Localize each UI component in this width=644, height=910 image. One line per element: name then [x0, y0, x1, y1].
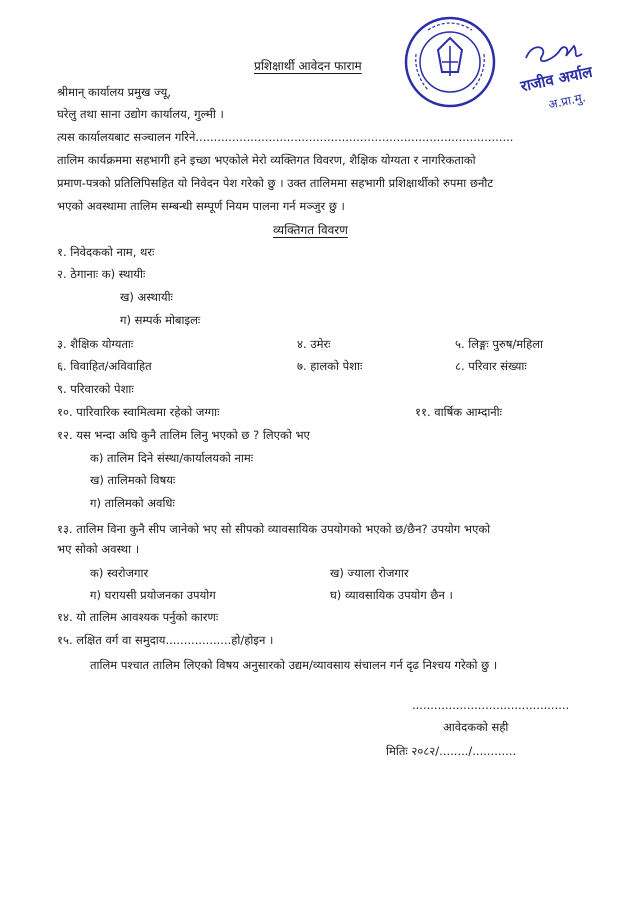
salutation: श्रीमान् कार्यालय प्रमुख ज्यू,: [57, 85, 171, 99]
form-title: प्रशिक्षार्थी आवेदन फाराम: [254, 59, 362, 73]
option-wage-employment: ख) ज्याला रोजगार: [330, 566, 409, 580]
field-family-size: ८. परिवार संख्याः: [455, 359, 527, 373]
option-household-use: ग) घरायसी प्रयोजनका उपयोग: [90, 588, 216, 602]
field-family-occupation: ९. परिवारको पेशाः: [57, 382, 134, 396]
field-training-subject: ख) तालिमको विषयः: [90, 473, 176, 487]
field-temporary-address: ख) अस्थायीः: [120, 290, 173, 304]
commitment-statement: तालिम पश्चात तालिम लिएको विषय अनुसारको उद्यम/व्यावसाय संचालन गर्न दृढ निश्चय गरेको छु ।: [90, 658, 498, 672]
signature-title: अ.प्रा.मु.: [547, 90, 587, 112]
field-education: ३. शैक्षिक योग्यताः: [57, 337, 134, 351]
field-previous-training: १२. यस भन्दा अघि कुनै तालिम लिनु भएको छ ? लिएको भए: [57, 428, 310, 442]
intro-line-3: भएको अवस्थामा तालिम सम्बन्धी सम्पूर्ण नियम पालना गर्न मञ्जुर छु ।: [57, 199, 345, 213]
signature-name: राजीव अर्याल: [518, 62, 594, 96]
conducted-by-line: त्यस कार्यालयबाट सञ्चालन गरिने.......................................................................................: [57, 130, 514, 144]
field-marital-status: ६. विवाहित/अविवाहित: [57, 359, 152, 373]
office-name: घरेलु तथा साना उद्योग कार्यालय, गुल्मी ।: [57, 107, 224, 121]
date-field: मितिः २०८२/......../............: [386, 744, 517, 758]
signature-line: ...........................................: [412, 698, 570, 712]
option-self-employment: क) स्वरोजगार: [90, 566, 149, 580]
field-training-duration: ग) तालिमको अवधिः: [90, 496, 175, 510]
field-contact-mobile: ग) सम्पर्क मोबाइलः: [120, 313, 201, 327]
field-training-institute: क) तालिम दिने संस्था/कार्यालयको नामः: [90, 451, 254, 465]
office-seal-icon: [402, 14, 498, 110]
field-age: ४. उमेरः: [297, 337, 331, 351]
field-applicant-name: १. निवेदकको नाम, थरः: [57, 245, 155, 259]
field-skill-use-line-2: भए सोको अवस्था ।: [57, 542, 140, 556]
section-title: व्यक्तिगत विवरण: [273, 223, 348, 237]
signature-label: आवेदकको सही: [443, 720, 509, 734]
field-permanent-address: २. ठेगानाः क) स्थायीः: [57, 267, 146, 281]
field-skill-use-line-1: १३. तालिम विना कुनै सीप जानेको भए सो सीपको व्यावसायिक उपयोगको भएको छ/छैन? उपयोग भएको: [57, 522, 491, 536]
intro-line-1: तालिम कार्यक्रममा सहभागी हने इच्छा भएकोले मेरो व्यक्तिगत विवरण, शैक्षिक योग्यता र नागरिकताको: [57, 153, 476, 167]
field-gender: ५. लिङ्गः पुरुष/महिला: [455, 337, 543, 351]
field-current-occupation: ७. हालको पेशाः: [297, 359, 363, 373]
intro-line-2: प्रमाण-पत्रको प्रतिलिपिसहित यो निवेदन पेश गरेको छु । उक्त तालिममा सहभागी प्रशिक्षार्थीको रुपमा छनौट: [57, 176, 494, 190]
field-target-group: १५. लक्षित वर्ग वा समुदाय..................हो/होइन ।: [57, 633, 274, 647]
field-training-reason: १४. यो तालिम आवश्यक पर्नुको कारणः: [57, 610, 219, 624]
field-annual-income: ११. वार्षिक आम्दानीः: [415, 405, 502, 419]
field-family-land: १०. पारिवारिक स्वामित्वमा रहेको जग्गाः: [57, 405, 220, 419]
option-no-commercial-use: घ) व्यावसायिक उपयोग छैन ।: [330, 588, 453, 602]
